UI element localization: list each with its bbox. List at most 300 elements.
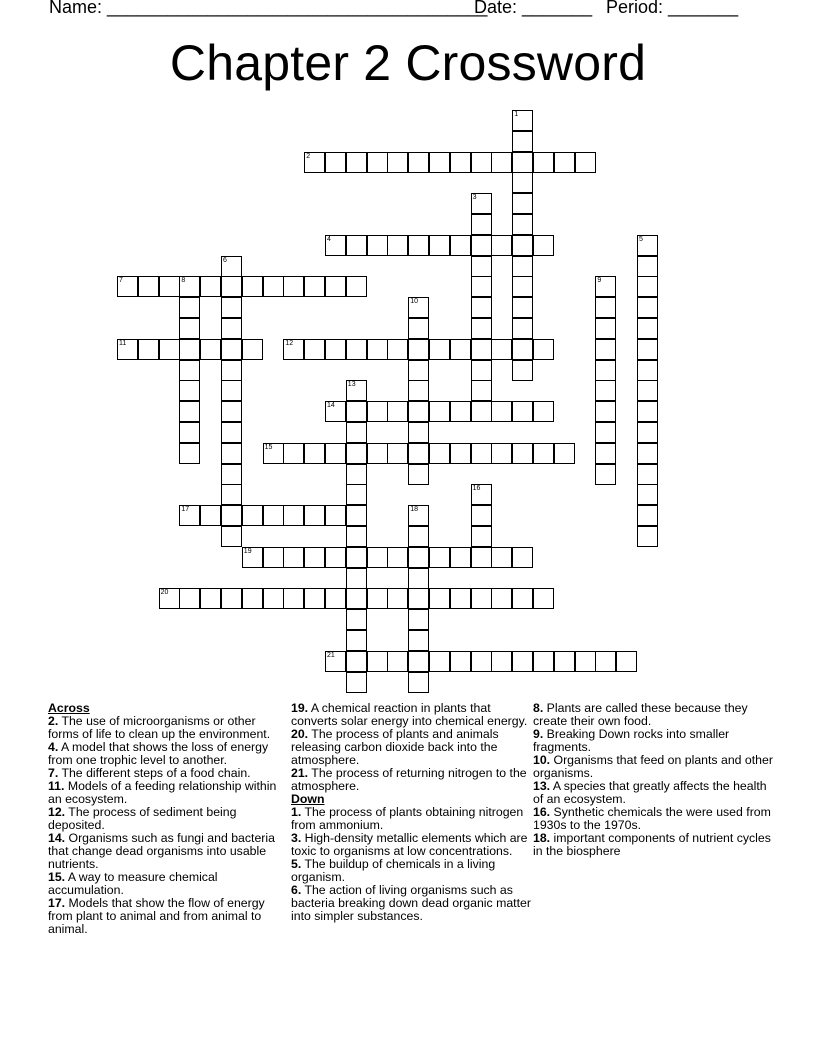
grid-cell[interactable]	[263, 547, 284, 568]
grid-cell[interactable]	[533, 651, 554, 672]
clues-column-1	[48, 702, 288, 936]
clue-text: The different steps of a food chain.	[58, 766, 251, 780]
grid-cell[interactable]	[221, 401, 242, 422]
clue-number: 16	[472, 485, 481, 493]
grid-cell[interactable]	[325, 547, 346, 568]
grid-cell[interactable]	[637, 380, 658, 401]
grid-cell[interactable]	[450, 651, 471, 672]
across-heading: Across	[48, 701, 90, 715]
grid-cell[interactable]	[471, 276, 492, 297]
clue-number: 14.	[48, 831, 66, 845]
grid-cell[interactable]	[637, 360, 658, 381]
grid-cell[interactable]	[471, 588, 492, 609]
clue-number: 2	[306, 152, 311, 160]
grid-cell[interactable]	[221, 256, 242, 277]
grid-cell[interactable]	[387, 588, 408, 609]
grid-cell[interactable]	[491, 401, 512, 422]
grid-cell[interactable]	[471, 505, 492, 526]
grid-cell[interactable]	[346, 526, 367, 547]
grid-cell[interactable]	[533, 152, 554, 173]
grid-cell[interactable]	[408, 547, 429, 568]
grid-cell[interactable]	[200, 588, 221, 609]
grid-cell[interactable]	[221, 339, 242, 360]
grid-cell[interactable]	[450, 443, 471, 464]
grid-cell[interactable]	[283, 339, 304, 360]
grid-cell[interactable]	[491, 443, 512, 464]
grid-cell[interactable]	[471, 193, 492, 214]
grid-cell[interactable]	[554, 152, 575, 173]
grid-cell[interactable]	[471, 318, 492, 339]
grid-cell[interactable]	[179, 297, 200, 318]
clue-text: Organisms such as fungi and bacteria that change dead organisms into usable nutrients.	[48, 831, 275, 871]
grid-cell[interactable]	[221, 588, 242, 609]
grid-cell[interactable]	[408, 630, 429, 651]
grid-cell[interactable]	[387, 339, 408, 360]
grid-cell[interactable]	[221, 526, 242, 547]
grid-cell[interactable]	[491, 651, 512, 672]
grid-cell[interactable]	[637, 464, 658, 485]
grid-cell[interactable]	[304, 547, 325, 568]
clue-number: 11	[119, 339, 127, 347]
grid-cell[interactable]	[512, 276, 533, 297]
grid-cell[interactable]	[408, 339, 429, 360]
clue-number: 3.	[291, 831, 302, 845]
grid-cell[interactable]	[179, 443, 200, 464]
grid-cell[interactable]	[408, 401, 429, 422]
clue-text: The process of plants and animals releasing carbon dioxide back into the atmosphere.	[291, 727, 499, 767]
grid-cell[interactable]	[325, 651, 346, 672]
clue-number: 21.	[291, 766, 309, 780]
grid-cell[interactable]	[179, 318, 200, 339]
grid-cell[interactable]	[595, 297, 616, 318]
clue-number: 8	[181, 277, 186, 285]
grid-cell[interactable]	[408, 443, 429, 464]
grid-cell[interactable]	[179, 422, 200, 443]
grid-cell[interactable]	[179, 401, 200, 422]
grid-cell[interactable]	[346, 339, 367, 360]
clue-number: 1.	[291, 805, 302, 819]
clue-across-4	[48, 741, 288, 767]
grid-cell[interactable]	[408, 152, 429, 173]
clue-number: 18.	[533, 831, 551, 845]
grid-cell[interactable]	[471, 526, 492, 547]
grid-cell[interactable]	[304, 276, 325, 297]
grid-cell[interactable]	[637, 484, 658, 505]
grid-cell[interactable]	[346, 672, 367, 693]
grid-cell[interactable]	[242, 276, 263, 297]
grid-cell[interactable]	[471, 152, 492, 173]
grid-cell[interactable]	[512, 360, 533, 381]
grid-cell[interactable]	[595, 651, 616, 672]
grid-cell[interactable]	[512, 588, 533, 609]
clue-across-12	[48, 806, 288, 832]
grid-cell[interactable]	[367, 401, 388, 422]
grid-cell[interactable]	[429, 339, 450, 360]
grid-cell[interactable]	[512, 401, 533, 422]
grid-cell[interactable]	[429, 588, 450, 609]
clue-number: 9	[597, 277, 602, 285]
grid-cell[interactable]	[242, 505, 263, 526]
grid-cell[interactable]	[471, 443, 492, 464]
grid-cell[interactable]	[450, 401, 471, 422]
grid-cell[interactable]	[429, 401, 450, 422]
clue-number: 4.	[48, 740, 59, 754]
clue-number: 8.	[533, 701, 544, 715]
grid-cell[interactable]	[387, 547, 408, 568]
clue-number: 18	[410, 506, 418, 514]
grid-cell[interactable]	[346, 235, 367, 256]
grid-cell[interactable]	[450, 588, 471, 609]
grid-cell[interactable]	[429, 235, 450, 256]
clue-number: 9.	[533, 727, 544, 741]
grid-cell[interactable]	[179, 588, 200, 609]
grid-cell[interactable]	[471, 235, 492, 256]
clue-number: 1	[514, 111, 519, 118]
grid-cell[interactable]	[512, 297, 533, 318]
clue-text: The action of living organisms such as bacteria breaking down dead organic matter into simpler substances.	[291, 883, 531, 923]
clue-down-8	[533, 702, 773, 728]
grid-cell[interactable]	[387, 443, 408, 464]
grid-cell[interactable]	[346, 276, 367, 297]
grid-cell[interactable]	[595, 339, 616, 360]
grid-cell[interactable]	[179, 360, 200, 381]
grid-cell[interactable]	[221, 276, 242, 297]
page-title: Chapter 2 Crossword	[169, 35, 647, 91]
grid-cell[interactable]	[512, 152, 533, 173]
grid-cell[interactable]	[117, 276, 138, 297]
grid-cell[interactable]	[491, 152, 512, 173]
grid-cell[interactable]	[159, 588, 180, 609]
grid-cell[interactable]	[346, 588, 367, 609]
grid-cell[interactable]	[367, 235, 388, 256]
grid-cell[interactable]	[346, 505, 367, 526]
grid-cell[interactable]	[533, 443, 554, 464]
grid-cell[interactable]	[283, 505, 304, 526]
grid-cell[interactable]	[637, 297, 658, 318]
grid-cell[interactable]	[637, 401, 658, 422]
grid-cell[interactable]	[471, 484, 492, 505]
grid-cell[interactable]	[471, 401, 492, 422]
grid-cell[interactable]	[304, 505, 325, 526]
grid-cell[interactable]	[554, 443, 575, 464]
grid-cell[interactable]	[200, 339, 221, 360]
grid-cell[interactable]	[263, 443, 284, 464]
grid-cell[interactable]	[346, 464, 367, 485]
clue-number: 6	[223, 256, 227, 264]
clue-text: The process of sediment being deposited.	[48, 805, 237, 832]
grid-cell[interactable]	[491, 547, 512, 568]
clue-number: 12.	[48, 805, 66, 819]
clue-number: 12	[285, 339, 294, 347]
grid-cell[interactable]	[200, 505, 221, 526]
clue-number: 11.	[48, 779, 65, 793]
grid-cell[interactable]	[221, 380, 242, 401]
grid-cell[interactable]	[221, 360, 242, 381]
grid-cell[interactable]	[408, 609, 429, 630]
clue-number: 7	[119, 277, 123, 285]
grid-cell[interactable]	[637, 235, 658, 256]
clue-text: A way to measure chemical accumulation.	[48, 870, 218, 897]
clue-text: The buildup of chemicals in a living organism.	[291, 857, 496, 884]
clue-text: important components of nutrient cycles in the biosphere	[533, 831, 771, 858]
grid-cell[interactable]	[637, 318, 658, 339]
grid-cell[interactable]	[325, 588, 346, 609]
grid-cell[interactable]	[367, 339, 388, 360]
clue-across-20	[291, 728, 531, 767]
clues-column-2	[291, 702, 531, 923]
grid-cell[interactable]	[450, 152, 471, 173]
grid-cell[interactable]	[408, 651, 429, 672]
clue-number: 19	[243, 547, 252, 555]
grid-cell[interactable]	[263, 505, 284, 526]
grid-cell[interactable]	[387, 152, 408, 173]
grid-cell[interactable]	[283, 588, 304, 609]
grid-cell[interactable]	[408, 588, 429, 609]
clue-number: 20.	[291, 727, 309, 741]
grid-cell[interactable]	[491, 339, 512, 360]
grid-cell[interactable]	[179, 380, 200, 401]
grid-cell[interactable]	[533, 339, 554, 360]
grid-cell[interactable]	[325, 505, 346, 526]
grid-cell[interactable]	[512, 651, 533, 672]
clue-down-5	[291, 858, 531, 884]
clue-text: Models that show the flow of energy from plant to animal and from animal to animal.	[48, 896, 265, 936]
grid-cell[interactable]	[408, 297, 429, 318]
grid-cell[interactable]	[387, 651, 408, 672]
grid-cell[interactable]	[408, 235, 429, 256]
grid-cell[interactable]	[533, 588, 554, 609]
grid-cell[interactable]	[471, 651, 492, 672]
grid-cell[interactable]	[387, 235, 408, 256]
date-field-label: Date: _______	[474, 0, 593, 17]
grid-cell[interactable]	[429, 651, 450, 672]
grid-cell[interactable]	[408, 464, 429, 485]
grid-cell[interactable]	[512, 131, 533, 152]
grid-cell[interactable]	[367, 588, 388, 609]
clue-number: 13.	[533, 779, 551, 793]
grid-cell[interactable]	[595, 380, 616, 401]
grid-cell[interactable]	[304, 443, 325, 464]
grid-cell[interactable]	[304, 339, 325, 360]
grid-cell[interactable]	[429, 547, 450, 568]
grid-cell[interactable]	[200, 276, 221, 297]
grid-cell[interactable]	[512, 235, 533, 256]
grid-cell[interactable]	[637, 422, 658, 443]
clue-number: 5	[639, 235, 643, 243]
grid-cell[interactable]	[346, 380, 367, 401]
grid-cell[interactable]	[450, 547, 471, 568]
clue-down-18	[533, 832, 773, 858]
grid-cell[interactable]	[471, 256, 492, 277]
grid-cell[interactable]	[637, 339, 658, 360]
clue-text: The process of plants obtaining nitrogen from ammonium.	[291, 805, 524, 832]
grid-cell[interactable]	[637, 505, 658, 526]
clue-across-17	[48, 897, 288, 936]
grid-cell[interactable]	[221, 484, 242, 505]
clue-down-16	[533, 806, 773, 832]
clue-text: The process of returning nitrogen to the atmosphere.	[291, 766, 527, 793]
grid-cell[interactable]	[263, 276, 284, 297]
clue-down-3	[291, 832, 531, 858]
grid-cell[interactable]	[408, 422, 429, 443]
clue-number: 16.	[533, 805, 551, 819]
grid-cell[interactable]	[159, 276, 180, 297]
grid-cell[interactable]	[491, 235, 512, 256]
clue-text: Breaking Down rocks into smaller fragments.	[533, 727, 730, 754]
grid-cell[interactable]	[512, 193, 533, 214]
clue-text: Models of a feeding relationship within an ecosystem.	[48, 779, 277, 806]
grid-cell[interactable]	[367, 547, 388, 568]
grid-cell[interactable]	[595, 464, 616, 485]
grid-cell[interactable]	[304, 588, 325, 609]
grid-cell[interactable]	[450, 235, 471, 256]
grid-cell[interactable]	[221, 297, 242, 318]
clue-number: 13	[347, 381, 356, 389]
grid-cell[interactable]	[346, 630, 367, 651]
grid-cell[interactable]	[575, 152, 596, 173]
grid-cell[interactable]	[408, 672, 429, 693]
grid-cell[interactable]	[554, 651, 575, 672]
clue-down-6	[291, 884, 531, 923]
grid-cell[interactable]	[512, 214, 533, 235]
grid-cell[interactable]	[221, 443, 242, 464]
clue-text: A species that greatly affects the health of an ecosystem.	[533, 779, 767, 806]
clue-across-19	[291, 702, 531, 728]
grid-cell[interactable]	[512, 443, 533, 464]
grid-cell[interactable]	[471, 360, 492, 381]
grid-cell[interactable]	[367, 152, 388, 173]
clue-text: Synthetic chemicals the were used from 1930s to the 1970s.	[533, 805, 771, 832]
grid-cell[interactable]	[637, 443, 658, 464]
grid-cell[interactable]	[408, 318, 429, 339]
grid-cell[interactable]	[138, 339, 159, 360]
grid-cell[interactable]	[263, 588, 284, 609]
grid-cell[interactable]	[283, 276, 304, 297]
grid-cell[interactable]	[346, 422, 367, 443]
grid-cell[interactable]	[159, 339, 180, 360]
grid-cell[interactable]	[367, 651, 388, 672]
grid-cell[interactable]	[325, 443, 346, 464]
grid-cell[interactable]	[325, 152, 346, 173]
grid-cell[interactable]	[471, 380, 492, 401]
clue-number: 17.	[48, 896, 66, 910]
clues-column-3	[533, 702, 773, 858]
grid-cell[interactable]	[512, 172, 533, 193]
grid-cell[interactable]	[616, 651, 637, 672]
grid-cell[interactable]	[367, 443, 388, 464]
grid-cell[interactable]	[242, 588, 263, 609]
clue-across-14	[48, 832, 288, 871]
grid-cell[interactable]	[533, 235, 554, 256]
grid-cell[interactable]	[283, 443, 304, 464]
grid-cell[interactable]	[471, 214, 492, 235]
grid-cell[interactable]	[325, 276, 346, 297]
grid-cell[interactable]	[325, 235, 346, 256]
clue-text: High-density metallic elements which are toxic to organisms at low concentrations.	[291, 831, 528, 858]
grid-cell[interactable]	[117, 339, 138, 360]
grid-cell[interactable]	[221, 505, 242, 526]
clue-down-13	[533, 780, 773, 806]
grid-cell[interactable]	[471, 297, 492, 318]
grid-cell[interactable]	[346, 547, 367, 568]
clue-number: 10.	[533, 753, 551, 767]
clue-number: 3	[472, 194, 477, 202]
grid-cell[interactable]	[304, 152, 325, 173]
clue-across-15	[48, 871, 288, 897]
grid-cell[interactable]	[242, 339, 263, 360]
grid-cell[interactable]	[595, 401, 616, 422]
grid-cell[interactable]	[595, 443, 616, 464]
grid-cell[interactable]	[408, 360, 429, 381]
clue-number: 6.	[291, 883, 302, 897]
grid-cell[interactable]	[471, 339, 492, 360]
grid-cell[interactable]	[637, 256, 658, 277]
clue-number: 15.	[48, 870, 66, 884]
grid-cell[interactable]	[512, 256, 533, 277]
grid-cell[interactable]	[346, 568, 367, 589]
grid-cell[interactable]	[221, 318, 242, 339]
grid-cell[interactable]	[429, 443, 450, 464]
grid-cell[interactable]	[325, 339, 346, 360]
grid-cell[interactable]	[512, 339, 533, 360]
period-field-label: Period: _______	[606, 0, 739, 17]
grid-cell[interactable]	[179, 505, 200, 526]
grid-cell[interactable]	[387, 401, 408, 422]
grid-cell[interactable]	[283, 547, 304, 568]
clue-down-10	[533, 754, 773, 780]
clue-text: A chemical reaction in plants that converts solar energy into chemical energy.	[291, 701, 528, 728]
grid-cell[interactable]	[242, 547, 263, 568]
clue-down-1	[291, 806, 531, 832]
clue-number: 5.	[291, 857, 302, 871]
clue-across-21	[291, 767, 531, 793]
grid-cell[interactable]	[179, 276, 200, 297]
grid-cell[interactable]	[491, 588, 512, 609]
grid-cell[interactable]	[221, 464, 242, 485]
grid-cell[interactable]	[637, 276, 658, 297]
grid-cell[interactable]	[512, 547, 533, 568]
grid-cell[interactable]	[408, 568, 429, 589]
grid-cell[interactable]	[346, 609, 367, 630]
grid-cell[interactable]	[637, 526, 658, 547]
grid-cell[interactable]	[346, 484, 367, 505]
grid-cell[interactable]	[512, 110, 533, 131]
grid-cell[interactable]	[429, 152, 450, 173]
grid-cell[interactable]	[575, 651, 596, 672]
grid-cell[interactable]	[346, 401, 367, 422]
grid-cell[interactable]	[179, 339, 200, 360]
grid-cell[interactable]	[595, 318, 616, 339]
grid-cell[interactable]	[595, 422, 616, 443]
grid-cell[interactable]	[346, 152, 367, 173]
grid-cell[interactable]	[595, 276, 616, 297]
grid-cell[interactable]	[533, 401, 554, 422]
grid-cell[interactable]	[325, 401, 346, 422]
grid-cell[interactable]	[450, 339, 471, 360]
grid-cell[interactable]	[512, 318, 533, 339]
grid-cell[interactable]	[595, 360, 616, 381]
grid-cell[interactable]	[346, 651, 367, 672]
grid-cell[interactable]	[408, 505, 429, 526]
clue-number: 20	[160, 589, 169, 597]
grid-cell[interactable]	[408, 526, 429, 547]
grid-cell[interactable]	[408, 380, 429, 401]
name-field-label: Name: ______________________________________	[49, 0, 488, 17]
grid-cell[interactable]	[346, 443, 367, 464]
grid-cell[interactable]	[471, 547, 492, 568]
grid-cell[interactable]	[138, 276, 159, 297]
grid-cell[interactable]	[221, 422, 242, 443]
